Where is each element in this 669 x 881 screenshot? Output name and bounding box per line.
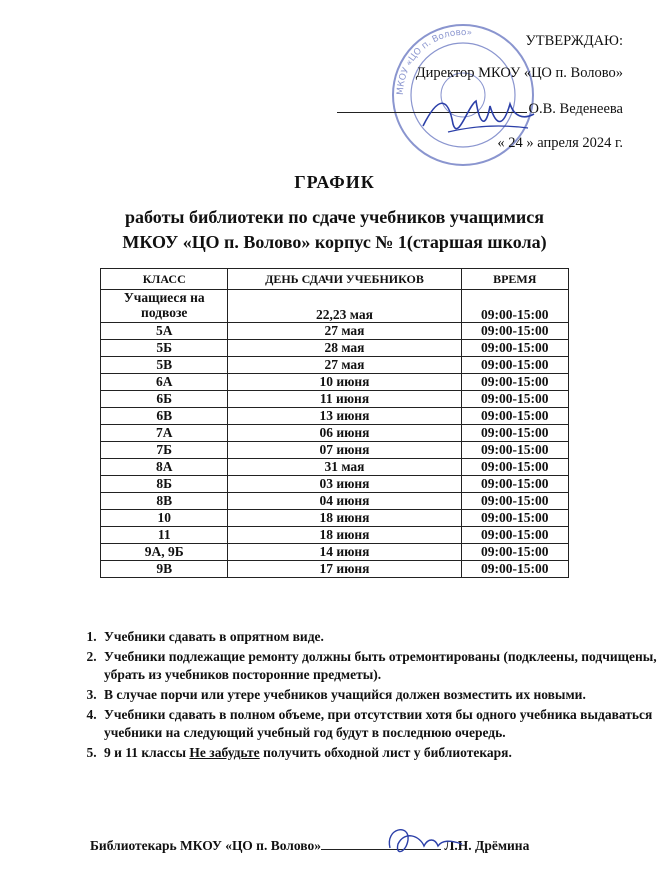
approve-label: УТВЕРЖДАЮ: bbox=[525, 33, 623, 49]
table-row bbox=[101, 340, 569, 357]
cell-day: 22,23 мая bbox=[228, 290, 461, 323]
cell-time: 09:00-15:00 bbox=[461, 357, 568, 374]
table-row bbox=[101, 459, 569, 476]
cell-time: 09:00-15:00 bbox=[461, 290, 568, 323]
cell-time: 09:00-15:00 bbox=[461, 408, 568, 425]
cell-class: 8А bbox=[101, 459, 228, 476]
cell-day: 03 июня bbox=[228, 476, 461, 493]
librarian-signature bbox=[380, 818, 470, 863]
header-day: ДЕНЬ СДАЧИ УЧЕБНИКОВ bbox=[228, 269, 461, 290]
rule-text: получить обходной лист у библиотекаря. bbox=[259, 745, 512, 760]
cell-day: 14 июня bbox=[228, 544, 461, 561]
director-signature bbox=[418, 86, 538, 146]
cell-time: 09:00-15:00 bbox=[461, 459, 568, 476]
cell-day: 13 июня bbox=[228, 408, 461, 425]
table-row bbox=[101, 493, 569, 510]
cell-time: 09:00-15:00 bbox=[461, 561, 568, 578]
table-row bbox=[101, 323, 569, 340]
cell-day: 10 июня bbox=[228, 374, 461, 391]
approval-date: « 24 » апреля 2024 г. bbox=[497, 135, 623, 151]
table-row bbox=[101, 561, 569, 578]
cell-day: 18 июня bbox=[228, 510, 461, 527]
cell-time: 09:00-15:00 bbox=[461, 323, 568, 340]
cell-day: 27 мая bbox=[228, 323, 461, 340]
header-class: КЛАСС bbox=[101, 269, 228, 290]
cell-day: 11 июня bbox=[228, 391, 461, 408]
cell-time: 09:00-15:00 bbox=[461, 442, 568, 459]
cell-class: 5А bbox=[101, 323, 228, 340]
table-row bbox=[101, 425, 569, 442]
table-header-row bbox=[101, 269, 569, 290]
rule-item bbox=[100, 744, 660, 762]
cell-day: 17 июня bbox=[228, 561, 461, 578]
cell-class: 7А bbox=[101, 425, 228, 442]
rule-item: 2. Учебники подлежащие ремонту должны быть отремонтированы (подклеены, подчищены, убрать из учебников посторонние предметы). bbox=[100, 648, 660, 684]
table-row bbox=[101, 391, 569, 408]
cell-class: 5Б bbox=[101, 340, 228, 357]
seal-text: МКОУ «ЦО п. Волово» bbox=[395, 27, 473, 96]
table-row bbox=[101, 374, 569, 391]
cell-time: 09:00-15:00 bbox=[461, 476, 568, 493]
cell-time: 09:00-15:00 bbox=[461, 493, 568, 510]
cell-day: 07 июня bbox=[228, 442, 461, 459]
document-title: ГРАФИК bbox=[294, 172, 375, 192]
director-title: Директор МКОУ «ЦО п. Волово» bbox=[415, 65, 623, 81]
rule-text: 9 и 11 классы bbox=[104, 745, 190, 760]
rule-item: 4. Учебники сдавать в полном объеме, при отсутствии хотя бы одного учебника выдаваться учебники на следующий учебный год будут в последнюю очередь. bbox=[100, 706, 660, 742]
director-name: О.В. Веденеева bbox=[528, 101, 623, 117]
cell-day: 06 июня bbox=[228, 425, 461, 442]
document-subtitle-line2: МКОУ «ЦО п. Волово» корпус № 1(старшая школа) bbox=[122, 232, 547, 252]
rule-item: 1. Учебники сдавать в опрятном виде. bbox=[100, 628, 660, 646]
table-row bbox=[101, 544, 569, 561]
cell-time: 09:00-15:00 bbox=[461, 527, 568, 544]
table-row bbox=[101, 357, 569, 374]
cell-class: 7Б bbox=[101, 442, 228, 459]
cell-class: 8Б bbox=[101, 476, 228, 493]
rules-list bbox=[82, 628, 660, 764]
table-row bbox=[101, 527, 569, 544]
table-row bbox=[101, 290, 569, 323]
cell-class: 6Б bbox=[101, 391, 228, 408]
librarian-name: Л.Н. Дрёмина bbox=[444, 838, 530, 853]
cell-time: 09:00-15:00 bbox=[461, 510, 568, 527]
librarian-title: Библиотекарь МКОУ «ЦО п. Волово» bbox=[90, 838, 321, 853]
cell-day: 18 июня bbox=[228, 527, 461, 544]
cell-day: 04 июня bbox=[228, 493, 461, 510]
cell-class: 6А bbox=[101, 374, 228, 391]
cell-class: 6В bbox=[101, 408, 228, 425]
table-row bbox=[101, 510, 569, 527]
cell-time: 09:00-15:00 bbox=[461, 544, 568, 561]
cell-time: 09:00-15:00 bbox=[461, 340, 568, 357]
cell-class: 8В bbox=[101, 493, 228, 510]
cell-time: 09:00-15:00 bbox=[461, 374, 568, 391]
table-row bbox=[101, 408, 569, 425]
cell-time: 09:00-15:00 bbox=[461, 425, 568, 442]
cell-class: 9А, 9Б bbox=[101, 544, 228, 561]
cell-class: 9В bbox=[101, 561, 228, 578]
rule-item: 3. В случае порчи или утере учебников учащийся должен возместить их новыми. bbox=[100, 686, 660, 704]
cell-day: 28 мая bbox=[228, 340, 461, 357]
rule-emphasis: Не забудьте bbox=[189, 745, 260, 760]
cell-day: 27 мая bbox=[228, 357, 461, 374]
header-time: ВРЕМЯ bbox=[461, 269, 568, 290]
cell-class: 11 bbox=[101, 527, 228, 544]
cell-class: 5В bbox=[101, 357, 228, 374]
schedule-table bbox=[100, 268, 569, 578]
cell-day: 31 мая bbox=[228, 459, 461, 476]
cell-class: Учащиеся на подвозе bbox=[101, 290, 228, 323]
cell-class: 10 bbox=[101, 510, 228, 527]
table-row bbox=[101, 476, 569, 493]
table-row bbox=[101, 442, 569, 459]
document-subtitle-line1: работы библиотеки по сдаче учебников учащимися bbox=[125, 207, 544, 227]
cell-time: 09:00-15:00 bbox=[461, 391, 568, 408]
